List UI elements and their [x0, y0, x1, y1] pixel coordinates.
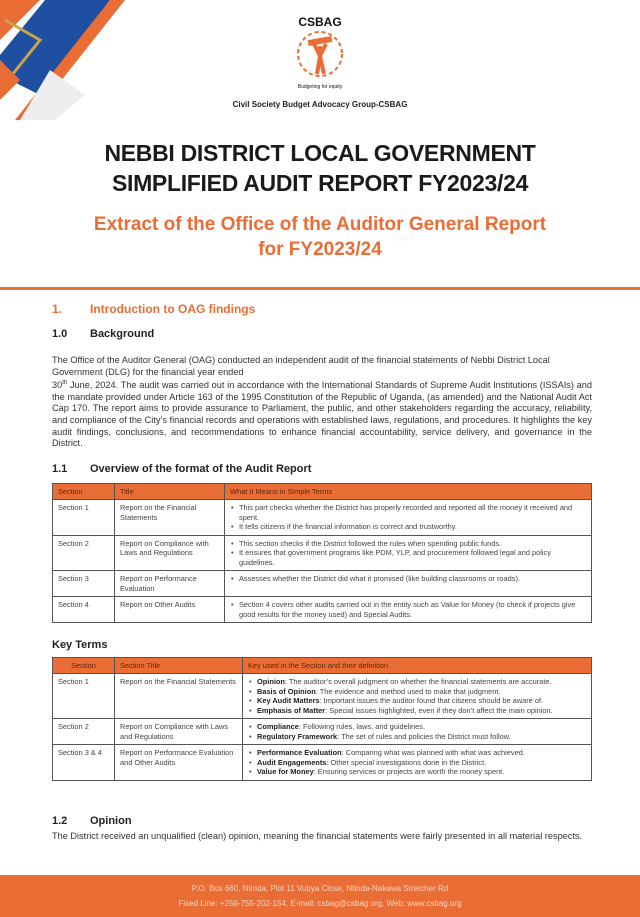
date-day: 30 [52, 380, 63, 391]
table-row [53, 500, 592, 536]
term-name: Emphasis of Matter [257, 705, 326, 715]
bullet-list [248, 677, 586, 715]
subsection-heading [52, 815, 132, 827]
audit-format-table [52, 483, 592, 623]
title-cell: Report on Compliance with Laws and Regulations [115, 535, 225, 571]
background-paragraph [52, 355, 592, 450]
term-name: Regulatory Framework [257, 731, 338, 741]
term-name: Audit Engagements [257, 757, 327, 767]
title-line: NEBBI DISTRICT LOCAL GOVERNMENT [104, 140, 536, 166]
column-header: Key used in the Section and their definition [243, 658, 592, 674]
section-heading [52, 302, 255, 316]
meaning-cell [225, 500, 592, 536]
divider [0, 287, 640, 290]
column-header: Title [115, 484, 225, 500]
term-definition: : Important issues the auditor found that citizens should be aware of. [319, 696, 544, 705]
section-number: 1. [52, 302, 63, 316]
term-item [248, 758, 586, 768]
section-number: 1.0 [52, 328, 68, 340]
table-row [53, 674, 592, 719]
bullet-item: • Section 4 covers other audits carried out in the entity such as Value for Money (to check if projects give good results for the money used) and Special Audits. [230, 600, 586, 619]
column-header: Section [53, 484, 115, 500]
date-suffix: th [62, 380, 68, 387]
title-cell: Report on Other Audits [115, 597, 225, 623]
section-cell: Section 3 & 4 [53, 745, 115, 781]
table-row [53, 719, 592, 745]
term-definition: : Following rules, laws, and guidelines. [298, 722, 426, 731]
section-title: Background [90, 328, 155, 340]
key-terms-heading: Key Terms [52, 639, 108, 651]
footer-contact: Fixed Line: +256-755-202-154, E-mail: csbag@csbag.org, Web: www.csbag.org [178, 899, 462, 908]
term-item [248, 732, 586, 742]
title-line: SIMPLIFIED AUDIT REPORT FY2023/24 [111, 170, 529, 196]
term-definition: : Comparing what was planned with what was achieved. [341, 748, 525, 757]
title-cell: Report on the Financial Statements [115, 674, 243, 719]
meaning-cell [225, 597, 592, 623]
title-cell: Report on Compliance with Laws and Regulations [115, 719, 243, 745]
bullet-item: • Assesses whether the District did what it promised (like building classrooms or roads). [230, 574, 586, 584]
subsection-heading [52, 463, 311, 475]
term-item [248, 767, 586, 777]
section-cell: Section 3 [53, 571, 115, 597]
term-name: Compliance [257, 722, 299, 731]
definition-cell [243, 719, 592, 745]
term-definition: : The evidence and method used to make that judgment. [315, 686, 501, 696]
column-header: What It Means in Simple Terms [225, 484, 592, 500]
section-cell: Section 2 [53, 719, 115, 745]
table-row [53, 745, 592, 781]
section-title: Opinion [90, 815, 132, 827]
term-definition: : Ensuring services or projects are worth the money spent. [313, 767, 505, 776]
subtitle-line: for FY2023/24 [258, 239, 382, 260]
svg-text:CSBAG: CSBAG [298, 15, 342, 29]
key-terms-table [52, 657, 592, 781]
definition-cell [243, 674, 592, 719]
term-definition: : The auditor’s overall judgment on whether the financial statements are accurate. [284, 677, 552, 686]
bullet-list [248, 722, 586, 741]
section-number: 1.1 [52, 463, 68, 475]
section-cell: Section 1 [53, 674, 115, 719]
org-name: Civil Society Budget Advocacy Group-CSBAG [232, 100, 408, 109]
csbag-logo [280, 12, 360, 92]
bullet-item: • This part checks whether the District has properly recorded and reported all the money it received and spent. [230, 503, 586, 522]
meaning-cell [225, 571, 592, 597]
bullet-item: • This section checks if the District followed the rules when spending public funds. [230, 539, 586, 549]
bullet-list [230, 503, 586, 532]
term-item [248, 677, 586, 687]
title-cell: Report on the Financial Statements [115, 500, 225, 536]
term-name: Key Audit Matters [257, 696, 320, 705]
term-name: Value for Money [257, 767, 314, 776]
term-item [248, 748, 586, 758]
section-title: Introduction to OAG findings [90, 302, 256, 316]
report-title [0, 138, 640, 198]
bullet-item: • It tells citizens if the financial information is correct and trustworthy. [230, 522, 586, 532]
term-item [248, 687, 586, 697]
bullet-list [248, 748, 586, 777]
term-name: Opinion [257, 677, 285, 686]
title-cell: Report on Performance Evaluation and Other Audits [115, 745, 243, 781]
section-cell: Section 2 [53, 535, 115, 571]
logo-tagline: Budgeting for equity [297, 84, 343, 90]
term-name: Performance Evaluation [257, 748, 342, 757]
bullet-item: • It ensures that government programs like PDM, YLP, and procurement followed legal and policy guidelines. [230, 548, 586, 567]
footer-address: P.O. Box 660, Ntinda, Plot 11 Vubya Close, Ntinda-Nakawa Stretcher Rd [191, 884, 449, 893]
section-title: Overview of the format of the Audit Report [90, 463, 312, 475]
title-cell: Report on Performance Evaluation [115, 571, 225, 597]
report-subtitle [0, 212, 640, 262]
bullet-list [230, 539, 586, 568]
opinion-paragraph: The District received an unqualified (clean) opinion, meaning the financial statements were fairly presented in all material respects. [52, 831, 583, 841]
paragraph-text: June, 2024. The audit was carried out in accordance with the International Standards of Supreme Audit Institutions (ISSAIs) and the mandate provided under Article 163 of the 1995 Constitution of the Republic of Uganda, (as amended) and the National Audit Act Cap 170. The report aims to provide assurance to Parliament, the public, and other stakeholders regarding the accuracy, reliability, and compliance of the City’s financial records and operations with established laws, regulations, and procedures. It highlights the key audit findings, conclusions, and recommendations to enhance financial accountability, service delivery, and governance in the District. [52, 380, 592, 449]
term-item [248, 706, 586, 716]
subtitle-line: Extract of the Office of the Auditor General Report [93, 214, 547, 235]
bullet-list [230, 600, 586, 619]
section-cell: Section 4 [53, 597, 115, 623]
section-number: 1.2 [52, 815, 68, 827]
term-definition: : Special issues highlighted, even if they don’t affect the main opinion. [325, 705, 553, 715]
subsection-heading [52, 328, 154, 340]
term-definition: : The set of rules and policies the District must follow. [337, 731, 511, 741]
column-header: Section [53, 658, 115, 674]
bullet-list [230, 574, 586, 584]
column-header: Section Title [115, 658, 243, 674]
section-cell: Section 1 [53, 500, 115, 536]
meaning-cell [225, 535, 592, 571]
paragraph-line: The Office of the Auditor General (OAG) conducted an independent audit of the financial statements of Nebbi District Local Government (DLG) for the financial year ended [52, 355, 550, 377]
footer [0, 875, 640, 917]
term-item [248, 722, 586, 732]
term-definition: : Other special investigations done in the District. [326, 757, 487, 767]
term-name: Basis of Opinion [257, 686, 316, 696]
definition-cell [243, 745, 592, 781]
term-item [248, 696, 586, 706]
table-row [53, 597, 592, 623]
table-row [53, 535, 592, 571]
table-row [53, 571, 592, 597]
